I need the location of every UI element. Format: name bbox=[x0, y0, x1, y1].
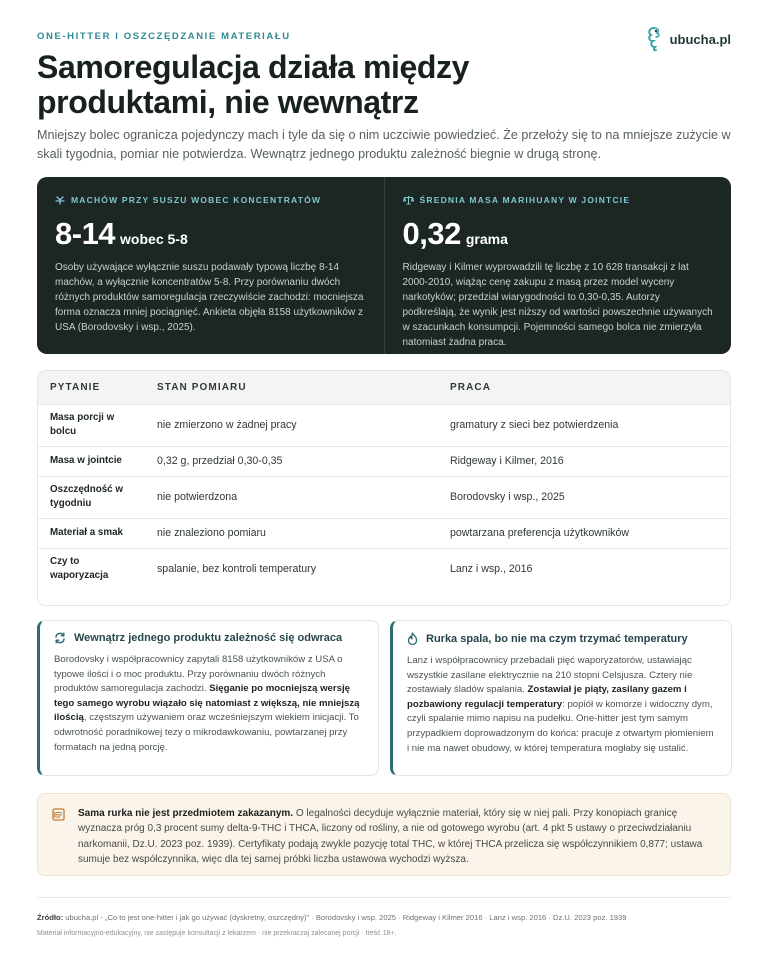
card-body-text: : popiół w komorze i widoczny dym, czyli spalanie mimo napisu na pudełku. One-hitter jest tym samym przypadkiem doprowadzonym do końca: pracuje z otwartym płomieniem i nie ma nawet obudowy, w której temperatura mogłaby się ustalić. bbox=[407, 698, 714, 754]
footer-divider bbox=[37, 897, 731, 898]
legal-note bbox=[37, 793, 731, 876]
card-body-text: Borodovsky i współpracownicy zapytali 8158 użytkowników z USA o typowe ilości i o moc produktu. Przy porównaniu dwóch różnych produktów samoregulacja zachodzi. bbox=[54, 654, 343, 695]
flame-icon bbox=[407, 632, 418, 645]
table-cell-question: Masa porcji w bolcu bbox=[38, 404, 145, 446]
table-cell-source: Lanz i wsp., 2016 bbox=[438, 548, 730, 590]
brand-logo[interactable] bbox=[644, 26, 731, 52]
table-row bbox=[38, 476, 730, 518]
table-row bbox=[38, 518, 730, 548]
stat-figure bbox=[403, 216, 714, 252]
legal-note-text bbox=[78, 806, 716, 868]
table-cell-status: nie potwierdzona bbox=[145, 476, 438, 518]
evidence-table bbox=[37, 370, 731, 606]
scale-icon bbox=[403, 195, 414, 205]
table-cell-question: Materiał a smak bbox=[38, 518, 145, 548]
stat-label bbox=[403, 195, 714, 205]
card-title bbox=[407, 632, 718, 645]
seahorse-logo-icon bbox=[644, 26, 664, 52]
table-row bbox=[38, 404, 730, 446]
eyebrow: ONE-HITTER I OSZCZĘDZANIE MATERIAŁU bbox=[37, 31, 291, 42]
card-body-emphasis: Zostawiał je piąty, zasilany gazem i pozbawiony regulacji temperatury bbox=[407, 684, 687, 710]
table-row bbox=[38, 548, 730, 590]
card-title-text: Rurka spala, bo nie ma czym trzymać temperatury bbox=[426, 632, 688, 645]
card-title-text: Wewnątrz jednego produktu zależność się odwraca bbox=[74, 632, 343, 644]
source-line bbox=[37, 913, 737, 922]
table-cell-question: Masa w jointcie bbox=[38, 446, 145, 476]
lead-paragraph: Mniejszy bolec ogranicza pojedynczy mach i tyle da się o nim uczciwie powiedzieć. Że przełoży się to na mniejsze zużycie w skali tygodnia, pomiar nie potwierdza. Wewnątrz jednego produktu zależność biegnie w drugą stronę. bbox=[37, 128, 731, 161]
card-body-text: , częstszym używaniem oraz wcześniejszym wiekiem inicjacji. To odwrotność poradnikowej tezy o mikrodawkowaniu, powtarzanej przy formatach na jedną porcję. bbox=[54, 712, 359, 753]
stat-joint-mass bbox=[384, 177, 732, 354]
stat-value: 8-14 bbox=[55, 216, 116, 251]
legal-note-emphasis: Sama rurka nie jest przedmiotem zakazanym. bbox=[78, 808, 294, 819]
stat-figure bbox=[55, 216, 366, 252]
stat-label-text: ŚREDNIA MASA MARIHUANY W JOINTCIE bbox=[419, 195, 631, 205]
table-cell-status: nie zmierzono w żadnej pracy bbox=[145, 404, 438, 446]
document-icon bbox=[52, 808, 65, 821]
table-cell-source: gramatury z sieci bez potwierdzenia bbox=[438, 404, 730, 446]
table-cell-status: 0,32 g, przedział 0,30-0,35 bbox=[145, 446, 438, 476]
brand-name: ubucha.pl bbox=[669, 31, 731, 47]
refresh-icon bbox=[54, 632, 66, 644]
table-cell-source: Ridgeway i Kilmer, 2016 bbox=[438, 446, 730, 476]
table-cell-source: Borodovsky i wsp., 2025 bbox=[438, 476, 730, 518]
info-card-combustion bbox=[390, 620, 732, 776]
card-body-emphasis: Sięganie po mocniejszą wersję tego samego wyrobu wiązało się natomiast z większą, nie mniejszą ilością bbox=[54, 683, 360, 724]
source-text: ubucha.pl - „Co to jest one-hitter i jak go używać (dyskretny, oszczędny)” · Borodovsky i wsp. 2025 · Ridgeway i Kilmer 2016 · Lanz i wsp. 2016 · Dz.U. 2023 poz. 1939 bbox=[63, 913, 627, 922]
disclaimer: Materiał informacyjno-edukacyjny, nie zastępuje konsultacji z lekarzem · nie przekraczaj zalecanej porcji · treść 18+. bbox=[37, 930, 397, 937]
card-body bbox=[407, 654, 718, 756]
stats-panel bbox=[37, 177, 731, 354]
card-body-text: Lanz i współpracownicy przebadali pięć waporyzatorów, ustawiając wszystkie zasilane elektrycznie na 210 stopni Celsjusza. Cztery nie zostawiały śladów spalania. bbox=[407, 655, 693, 696]
table-cell-status: nie znaleziono pomiaru bbox=[145, 518, 438, 548]
stat-label bbox=[55, 195, 366, 205]
column-header: PYTANIE bbox=[50, 381, 101, 393]
source-label: Źródło: bbox=[37, 913, 64, 922]
table-row bbox=[38, 446, 730, 476]
stat-unit: wobec 5-8 bbox=[120, 231, 188, 247]
stat-description: Osoby używające wyłącznie suszu podawały typową liczbę 8-14 machów, a wyłącznie koncentratów 5-8. Przy porównaniu dwóch różnych produktów samoregulacja rzeczywiście zachodzi: mocniejsza forma oznacza mniej pociągnięć. Ankieta objęła 8158 użytkowników z USA (Borodovsky i wsp., 2025). bbox=[55, 262, 364, 333]
table-cell-status: spalanie, bez kontroli temperatury bbox=[145, 548, 438, 590]
stat-value: 0,32 bbox=[402, 216, 461, 251]
leaf-icon bbox=[55, 195, 65, 205]
stat-unit: grama bbox=[465, 231, 508, 247]
page-title: Samoregulacja działa między produktami, nie wewnątrz bbox=[37, 49, 470, 120]
column-header: STAN POMIARU bbox=[157, 381, 247, 393]
stat-puffs bbox=[37, 177, 384, 354]
column-header: PRACA bbox=[450, 381, 492, 393]
stat-label-text: MACHÓW PRZY SUSZU WOBEC KONCENTRATÓW bbox=[71, 195, 322, 205]
legal-note-body: O legalności decyduje wyłącznie materiał, który się w niej pali. Przy konopiach granicę wyznacza próg 0,3 procent sumy delta-9-THC i THCA, liczony od rośliny, a nie od gotowego wyrobu (art. 4 pkt 5 ustawy o przeciwdziałaniu narkomanii, Dz.U. 2023 poz. 1939). Certyfikaty podają zwykle pozycję total THC, w której THCA przelicza się współczynnikiem 0,877; ustawa sumuje bez współczynnika, więc dla tej samej próbki liczba ustawowa wychodzi wyższa. bbox=[78, 808, 703, 866]
table-cell-source: powtarzana preferencja użytkowników bbox=[438, 518, 730, 548]
card-title bbox=[54, 632, 365, 644]
table-cell-question: Oszczędność w tygodniu bbox=[38, 476, 145, 518]
table-header-row bbox=[38, 371, 730, 404]
stat-description: Ridgeway i Kilmer wyprowadzili tę liczbę z 10 628 transakcji z lat 2000-2010, wiążąc cenę zakupu z masą przez model wyceny narkotyków; przedział wiarygodności to 0,30-0,35. Autorzy podkreślają, że wynik jest niższy od wartości powszechnie używanych w szacunkach konsumpcji. Pojemności samego bolca nie zmierzyła natomiast żadna praca. bbox=[402, 262, 713, 348]
table-cell-question: Czy to waporyzacja bbox=[38, 548, 145, 590]
info-card-reversal bbox=[37, 620, 379, 776]
card-body bbox=[54, 653, 365, 755]
